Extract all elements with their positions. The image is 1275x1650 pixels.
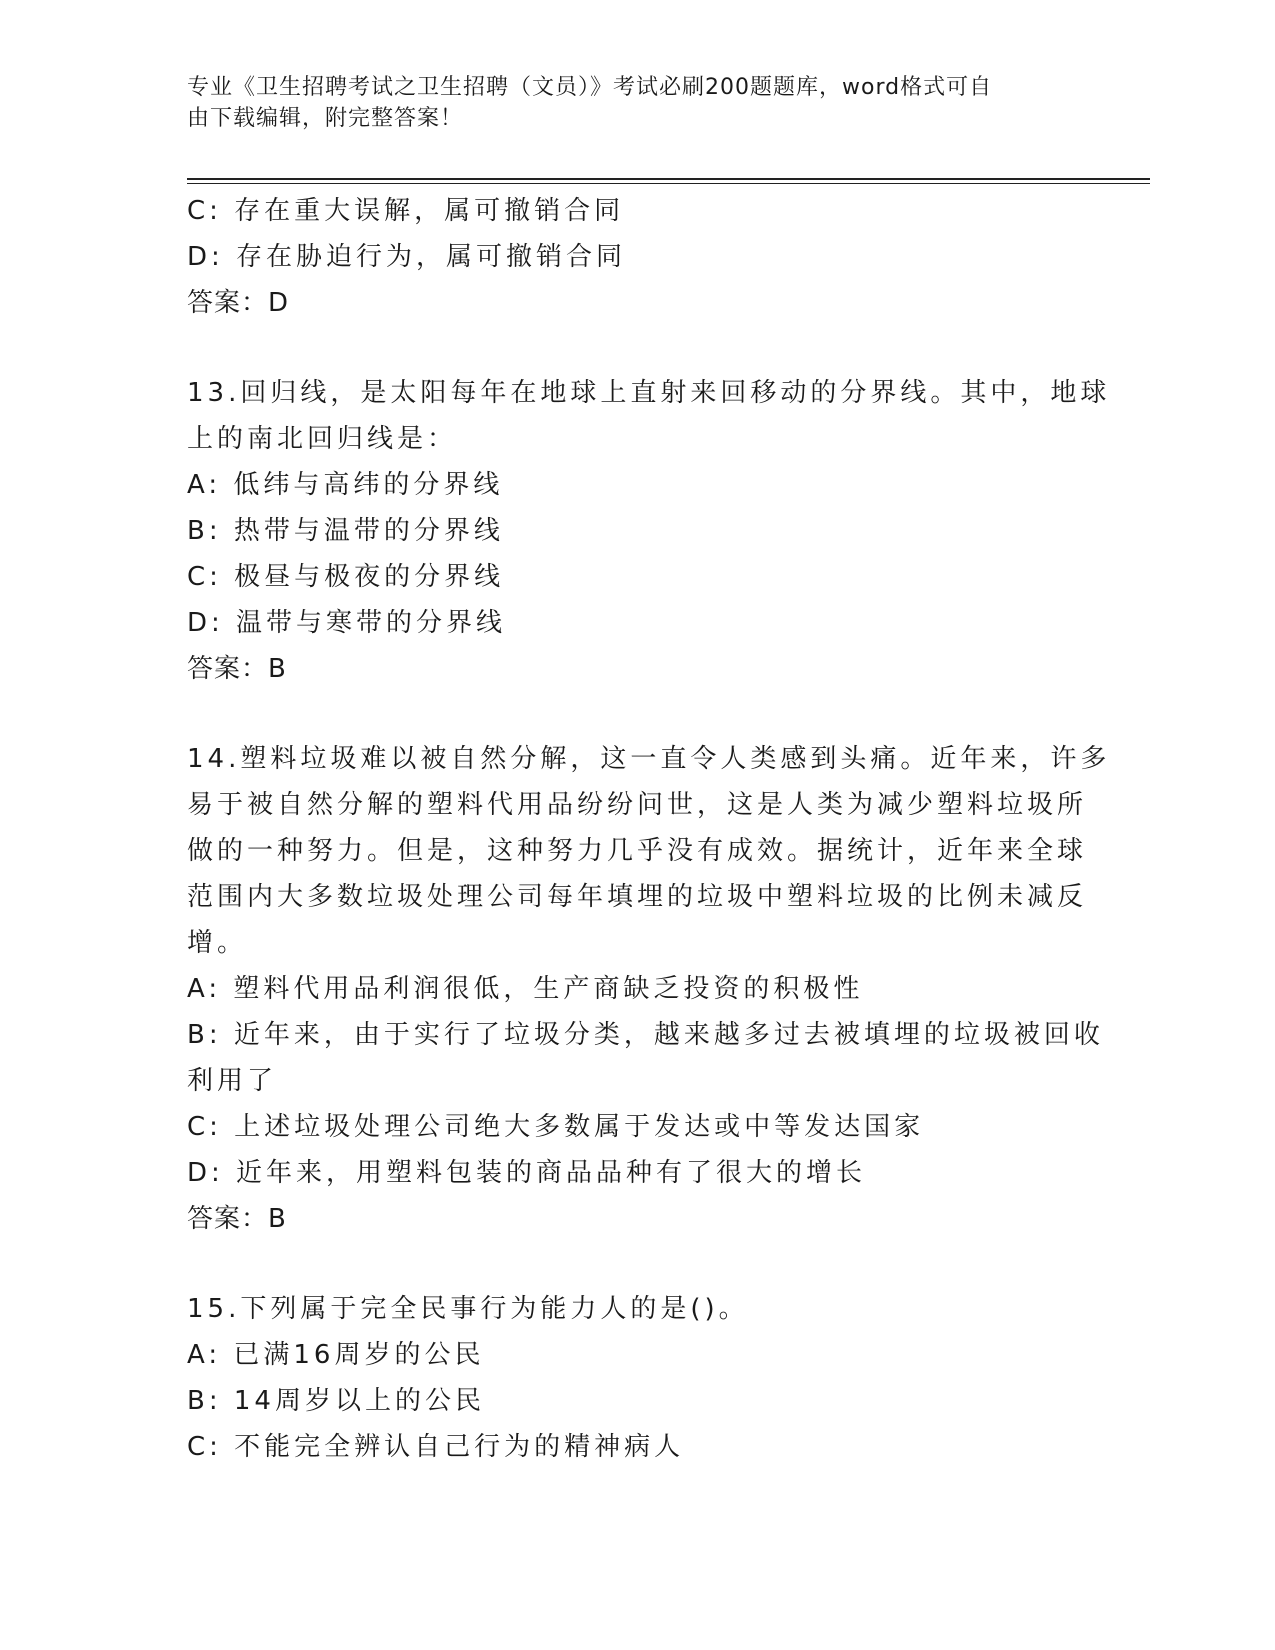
question-list (187, 188, 1111, 1470)
q14-answer: 答案：B (187, 1204, 287, 1234)
header-title-line-2: 由下载编辑，附完整答案！ (187, 106, 464, 131)
q15-stem-line-1: 15.下列属于完全民事行为能力人的是()。 (187, 1294, 749, 1324)
q12-option-c: C: 存在重大误解，属可撤销合同 (187, 196, 625, 226)
question-14 (187, 736, 1111, 1242)
q14-stem-line-5: 增。 (187, 928, 248, 958)
q15-option-b: B: 14周岁以上的公民 (187, 1386, 485, 1416)
q14-option-d: D: 近年来，用塑料包装的商品品种有了很大的增长 (187, 1158, 867, 1188)
header-title-line-1: 专业《卫生招聘考试之卫生招聘（文员）》考试必刷200题题库，word格式可自 (187, 75, 993, 100)
q12-option-d: D: 存在胁迫行为，属可撤销合同 (187, 242, 627, 272)
page-header (187, 72, 1067, 134)
q14-option-b-line-1: B: 近年来，由于实行了垃圾分类，越来越多过去被填埋的垃圾被回收 (187, 1020, 1104, 1050)
q13-option-c: C: 极昼与极夜的分界线 (187, 562, 505, 592)
q13-option-d: D: 温带与寒带的分界线 (187, 608, 507, 638)
q14-option-c: C: 上述垃圾处理公司绝大多数属于发达或中等发达国家 (187, 1112, 925, 1142)
spacer (187, 692, 1087, 736)
q13-option-a: A: 低纬与高纬的分界线 (187, 470, 504, 500)
q13-answer: 答案：B (187, 654, 287, 684)
q12-answer: 答案：D (187, 288, 290, 318)
q14-stem-line-2: 易于被自然分解的塑料代用品纷纷问世，这是人类为减少塑料垃圾所 (187, 790, 1088, 820)
header-rule-thick (187, 178, 1150, 180)
question-13 (187, 370, 1111, 692)
q15-option-c: C: 不能完全辨认自己行为的精神病人 (187, 1432, 685, 1462)
q14-stem-line-4: 范围内大多数垃圾处理公司每年填埋的垃圾中塑料垃圾的比例未减反 (187, 882, 1088, 912)
q14-option-a: A: 塑料代用品利润很低，生产商缺乏投资的积极性 (187, 974, 864, 1004)
q13-stem-line-1: 13.回归线，是太阳每年在地球上直射来回移动的分界线。其中，地球 (187, 378, 1111, 408)
q14-stem-line-1: 14.塑料垃圾难以被自然分解，这一直令人类感到头痛。近年来，许多 (187, 744, 1111, 774)
q13-stem-line-2: 上的南北回归线是： (187, 424, 458, 454)
q15-option-a: A: 已满16周岁的公民 (187, 1340, 485, 1370)
question-15 (187, 1286, 1087, 1470)
question-12-tail (187, 188, 1087, 326)
q14-stem-line-3: 做的一种努力。但是，这种努力几乎没有成效。据统计，近年来全球 (187, 836, 1088, 866)
q14-option-b-line-2: 利用了 (187, 1066, 278, 1096)
header-rule-thin (187, 183, 1150, 184)
spacer (187, 1242, 1087, 1286)
spacer (187, 326, 1087, 370)
q13-option-b: B: 热带与温带的分界线 (187, 516, 504, 546)
